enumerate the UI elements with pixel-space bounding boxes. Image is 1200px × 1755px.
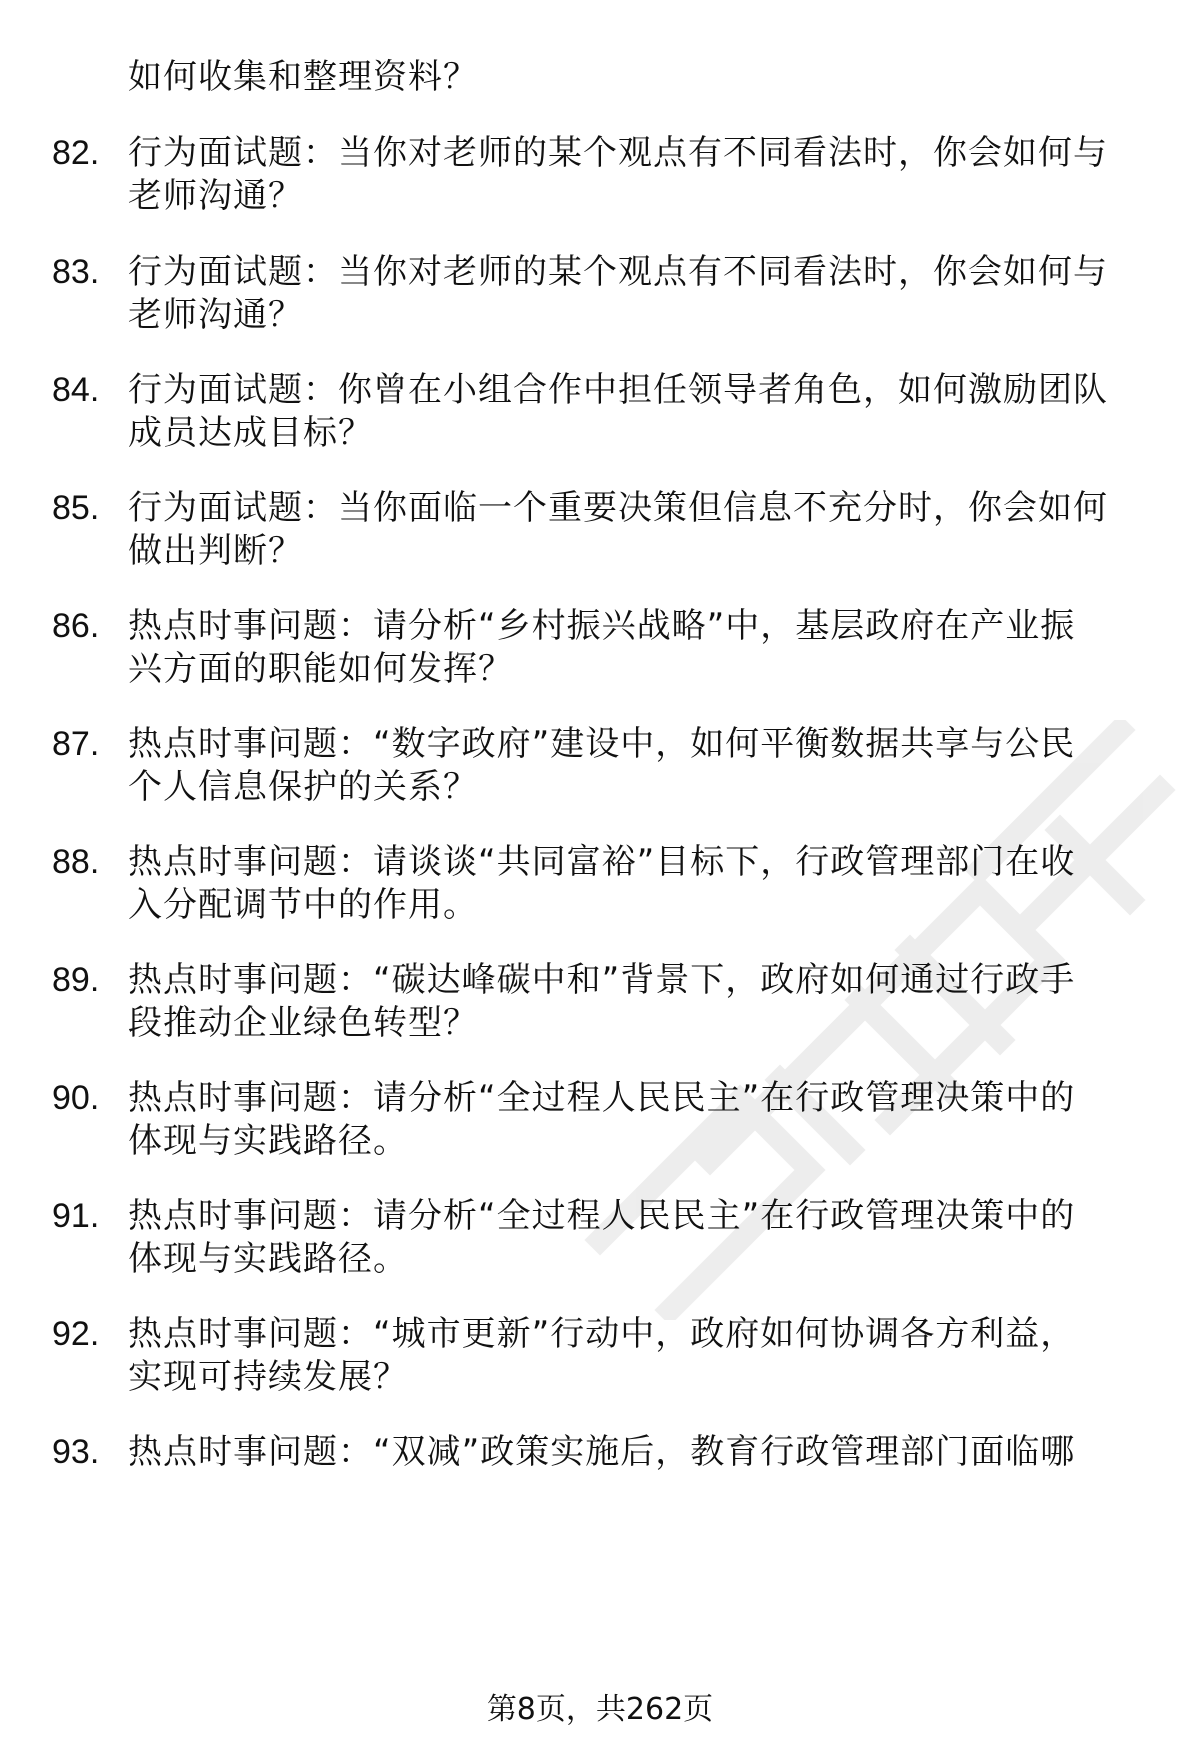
question-text-line: 热点时事问题：“双减”政策实施后，教育行政管理部门面临哪: [128, 1432, 1076, 1472]
question-text-line: 行为面试题：当你对老师的某个观点有不同看法时，你会如何与: [128, 252, 1108, 292]
question-text-line: 热点时事问题：请分析“乡村振兴战略”中，基层政府在产业振: [128, 606, 1076, 646]
question-text-line: 行为面试题：你曾在小组合作中担任领导者角色，如何激励团队: [128, 370, 1108, 410]
question-text-line: 老师沟通？: [128, 176, 303, 216]
question-text-line: 入分配调节中的作用。: [128, 885, 478, 925]
question-text-line: 热点时事问题：请谈谈“共同富裕”目标下，行政管理部门在收: [128, 842, 1076, 882]
question-text-line: 热点时事问题：请分析“全过程人民民主”在行政管理决策中的: [128, 1078, 1076, 1118]
question-number: 91.: [52, 1197, 100, 1235]
question-text-line: 行为面试题：当你面临一个重要决策但信息不充分时，你会如何: [128, 488, 1108, 528]
page-footer: 第8页，共262页: [486, 1692, 714, 1727]
question-text-line: 老师沟通？: [128, 295, 303, 335]
question-text-line: 成员达成目标？: [128, 413, 373, 453]
question-number: 92.: [52, 1315, 100, 1353]
question-number: 86.: [52, 607, 100, 645]
question-text-line: 热点时事问题：请分析“全过程人民民主”在行政管理决策中的: [128, 1196, 1076, 1236]
question-text-line: 热点时事问题：“数字政府”建设中，如何平衡数据共享与公民: [128, 724, 1076, 764]
question-number: 89.: [52, 961, 100, 999]
question-number: 90.: [52, 1079, 100, 1117]
question-text-line: 热点时事问题：“碳达峰碳中和”背景下，政府如何通过行政手: [128, 960, 1076, 1000]
question-text-line: 行为面试题：当你对老师的某个观点有不同看法时，你会如何与: [128, 133, 1108, 173]
question-number: 84.: [52, 371, 100, 409]
question-text-line: 个人信息保护的关系？: [128, 767, 478, 807]
question-text-line: 做出判断？: [128, 531, 303, 571]
question-number: 83.: [52, 253, 100, 291]
question-text-line: 体现与实践路径。: [128, 1239, 408, 1279]
question-number: 88.: [52, 843, 100, 881]
question-text-line: 段推动企业绿色转型？: [128, 1003, 478, 1043]
question-text-line: 如何收集和整理资料？: [128, 57, 478, 97]
question-text-line: 实现可持续发展？: [128, 1357, 408, 1397]
question-text-line: 热点时事问题：“城市更新”行动中，政府如何协调各方利益，: [128, 1314, 1076, 1354]
question-number: 87.: [52, 725, 100, 763]
question-number: 93.: [52, 1433, 100, 1471]
question-text-line: 体现与实践路径。: [128, 1121, 408, 1161]
question-number: 82.: [52, 134, 100, 172]
question-text-line: 兴方面的职能如何发挥？: [128, 649, 513, 689]
question-number: 85.: [52, 489, 100, 527]
